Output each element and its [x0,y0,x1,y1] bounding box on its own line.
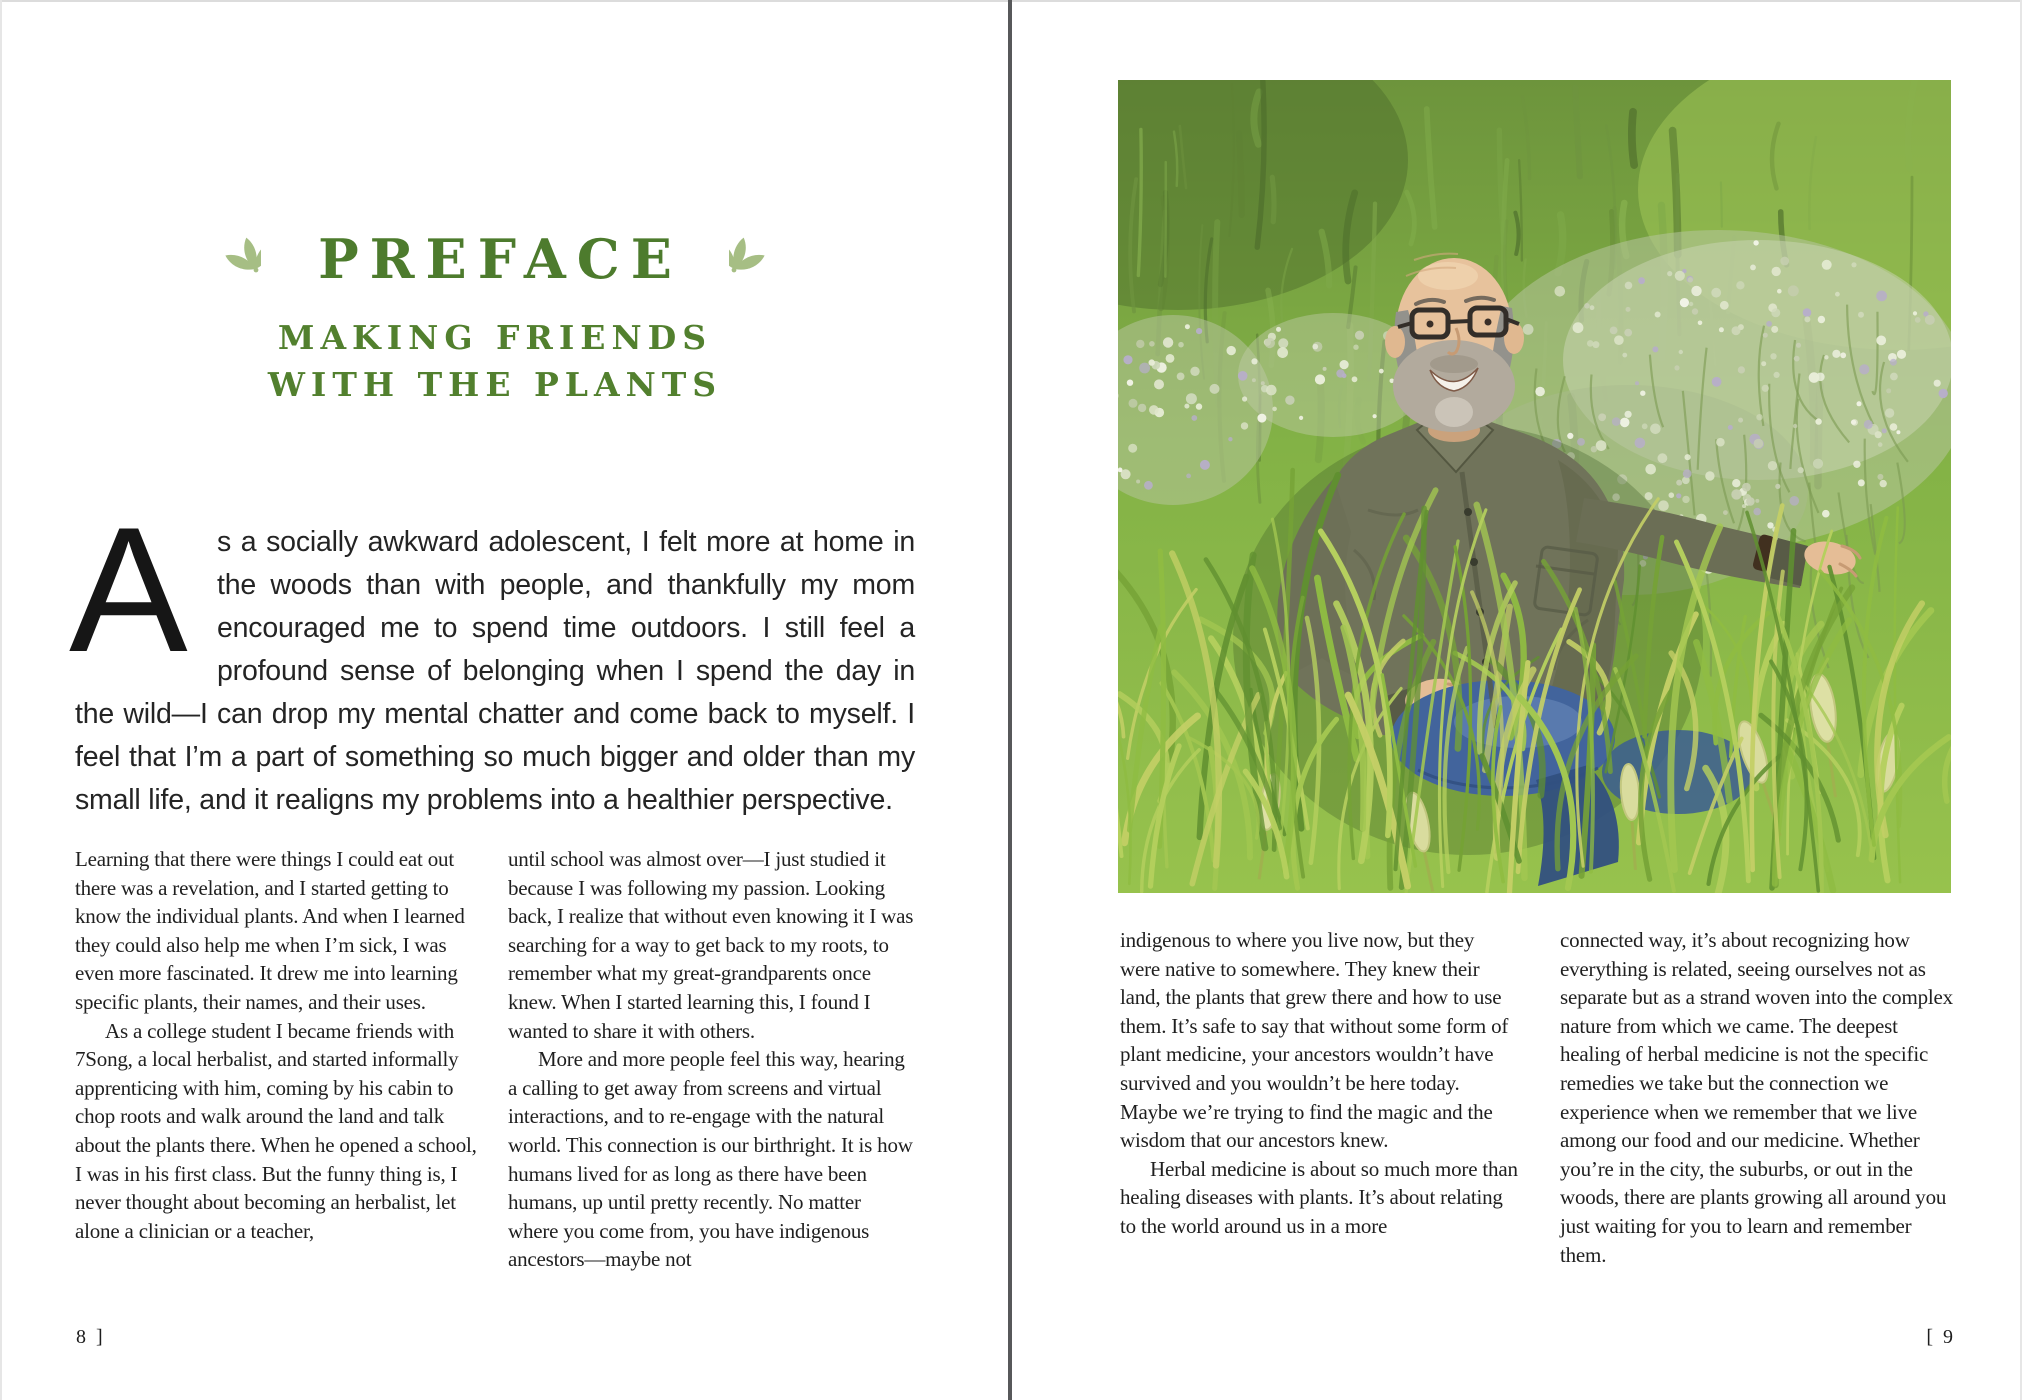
chapter-subtitle-line1: MAKING FRIENDS [277,318,713,357]
body-paragraph: indigenous to where you live now, but they were native to somewhere. They knew their land, the plants that grew there and how to use them. It’s safe to say that without some form of plant medicine, your ancestors wouldn’t have survived and you wouldn’t be here today. Maybe we’re trying to find the magic and the wisdom that our ancestors knew. [1120,928,1509,1153]
body-paragraph: connected way, it’s about recognizing how everything is related, seeing ourselves not as separate but as a strand woven into the complex nature from which we came. The deepest healing of herbal medicine is not the specific remedies we take but the connection we experience when we remember that we live among our food and our medicine. Whether you’re in the city, the suburbs, or out in the woods, there are plants growing all around you just waiting for you to learn and remember them. [1560,928,1953,1267]
chapter-title: PREFACE [318,227,683,291]
right-page-columns [1120,926,1958,1269]
right-page-column-2 [1560,926,1958,1269]
page-number-right: [ 9 [1926,1326,1953,1348]
author-photo [1118,80,1951,893]
body-paragraph: until school was almost over—I just studied it because I was following my passion. Looking back, I realize that without even knowing it I was searching for a way to get back to my roots, to remember what my great-grandparents once knew. When I started learning this, I found I wanted to share it with others. [508,847,914,1043]
chapter-subtitle-line2: WITH THE PLANTS [267,365,723,404]
left-page-column-2 [508,845,914,1274]
fleuron-leaf-icon-right [729,235,771,283]
dropcap-letter: A [69,490,188,689]
body-paragraph: As a college student I became friends with 7Song, a local herbalist, and started informally apprenticing with him, coming by his cabin to chop roots and walk around the land and talk about the plants there. When he opened a school, I was in his first class. But the funny thing is, I never thought about becoming an herbalist, let alone a clinician or a teacher, [75,1018,477,1243]
page-number-left: 8 ] [76,1326,103,1348]
photo-illustration [1118,80,1951,893]
body-paragraph: More and more people feel this way, hearing a calling to get away from screens and virtual interactions, and to re-engage with the natural world. This connection is our birthright. It is how humans lived for as long as there have been humans, up until pretty recently. No matter where you come from, you have indigenous ancestors—maybe not [508,1047,913,1272]
intro-text: s a socially awkward adolescent, I felt more at home in the woods than with people, and thankfully my mom encouraged me to spend time outdoors. I still feel a profound sense of belonging when I spend the day in the wild—I can drop my mental chatter and come back to myself. I feel that I’m a part of something so much bigger and older than my small life, and it realigns my problems into a healthier perspective. [75,526,915,816]
fleuron-leaf-icon-left [219,235,261,283]
intro-paragraph [69,490,915,822]
chapter-header [75,227,915,408]
chapter-subtitle [75,314,915,408]
spread-gutter-divider [1008,0,1012,1400]
body-paragraph: Learning that there were things I could eat out there was a revelation, and I started getting to know the individual plants. And when I learned they could also help me when I’m sick, I was even more fascinated. It drew me into learning specific plants, their names, and their uses. [75,847,465,1014]
left-page-columns [75,845,915,1274]
right-page-column-1 [1120,926,1518,1269]
right-page [1012,0,2022,1400]
left-page-column-1 [75,845,481,1274]
body-paragraph: Herbal medicine is about so much more than healing diseases with plants. It’s about relating to the world around us in a more [1120,1156,1518,1238]
left-page [0,0,1008,1400]
